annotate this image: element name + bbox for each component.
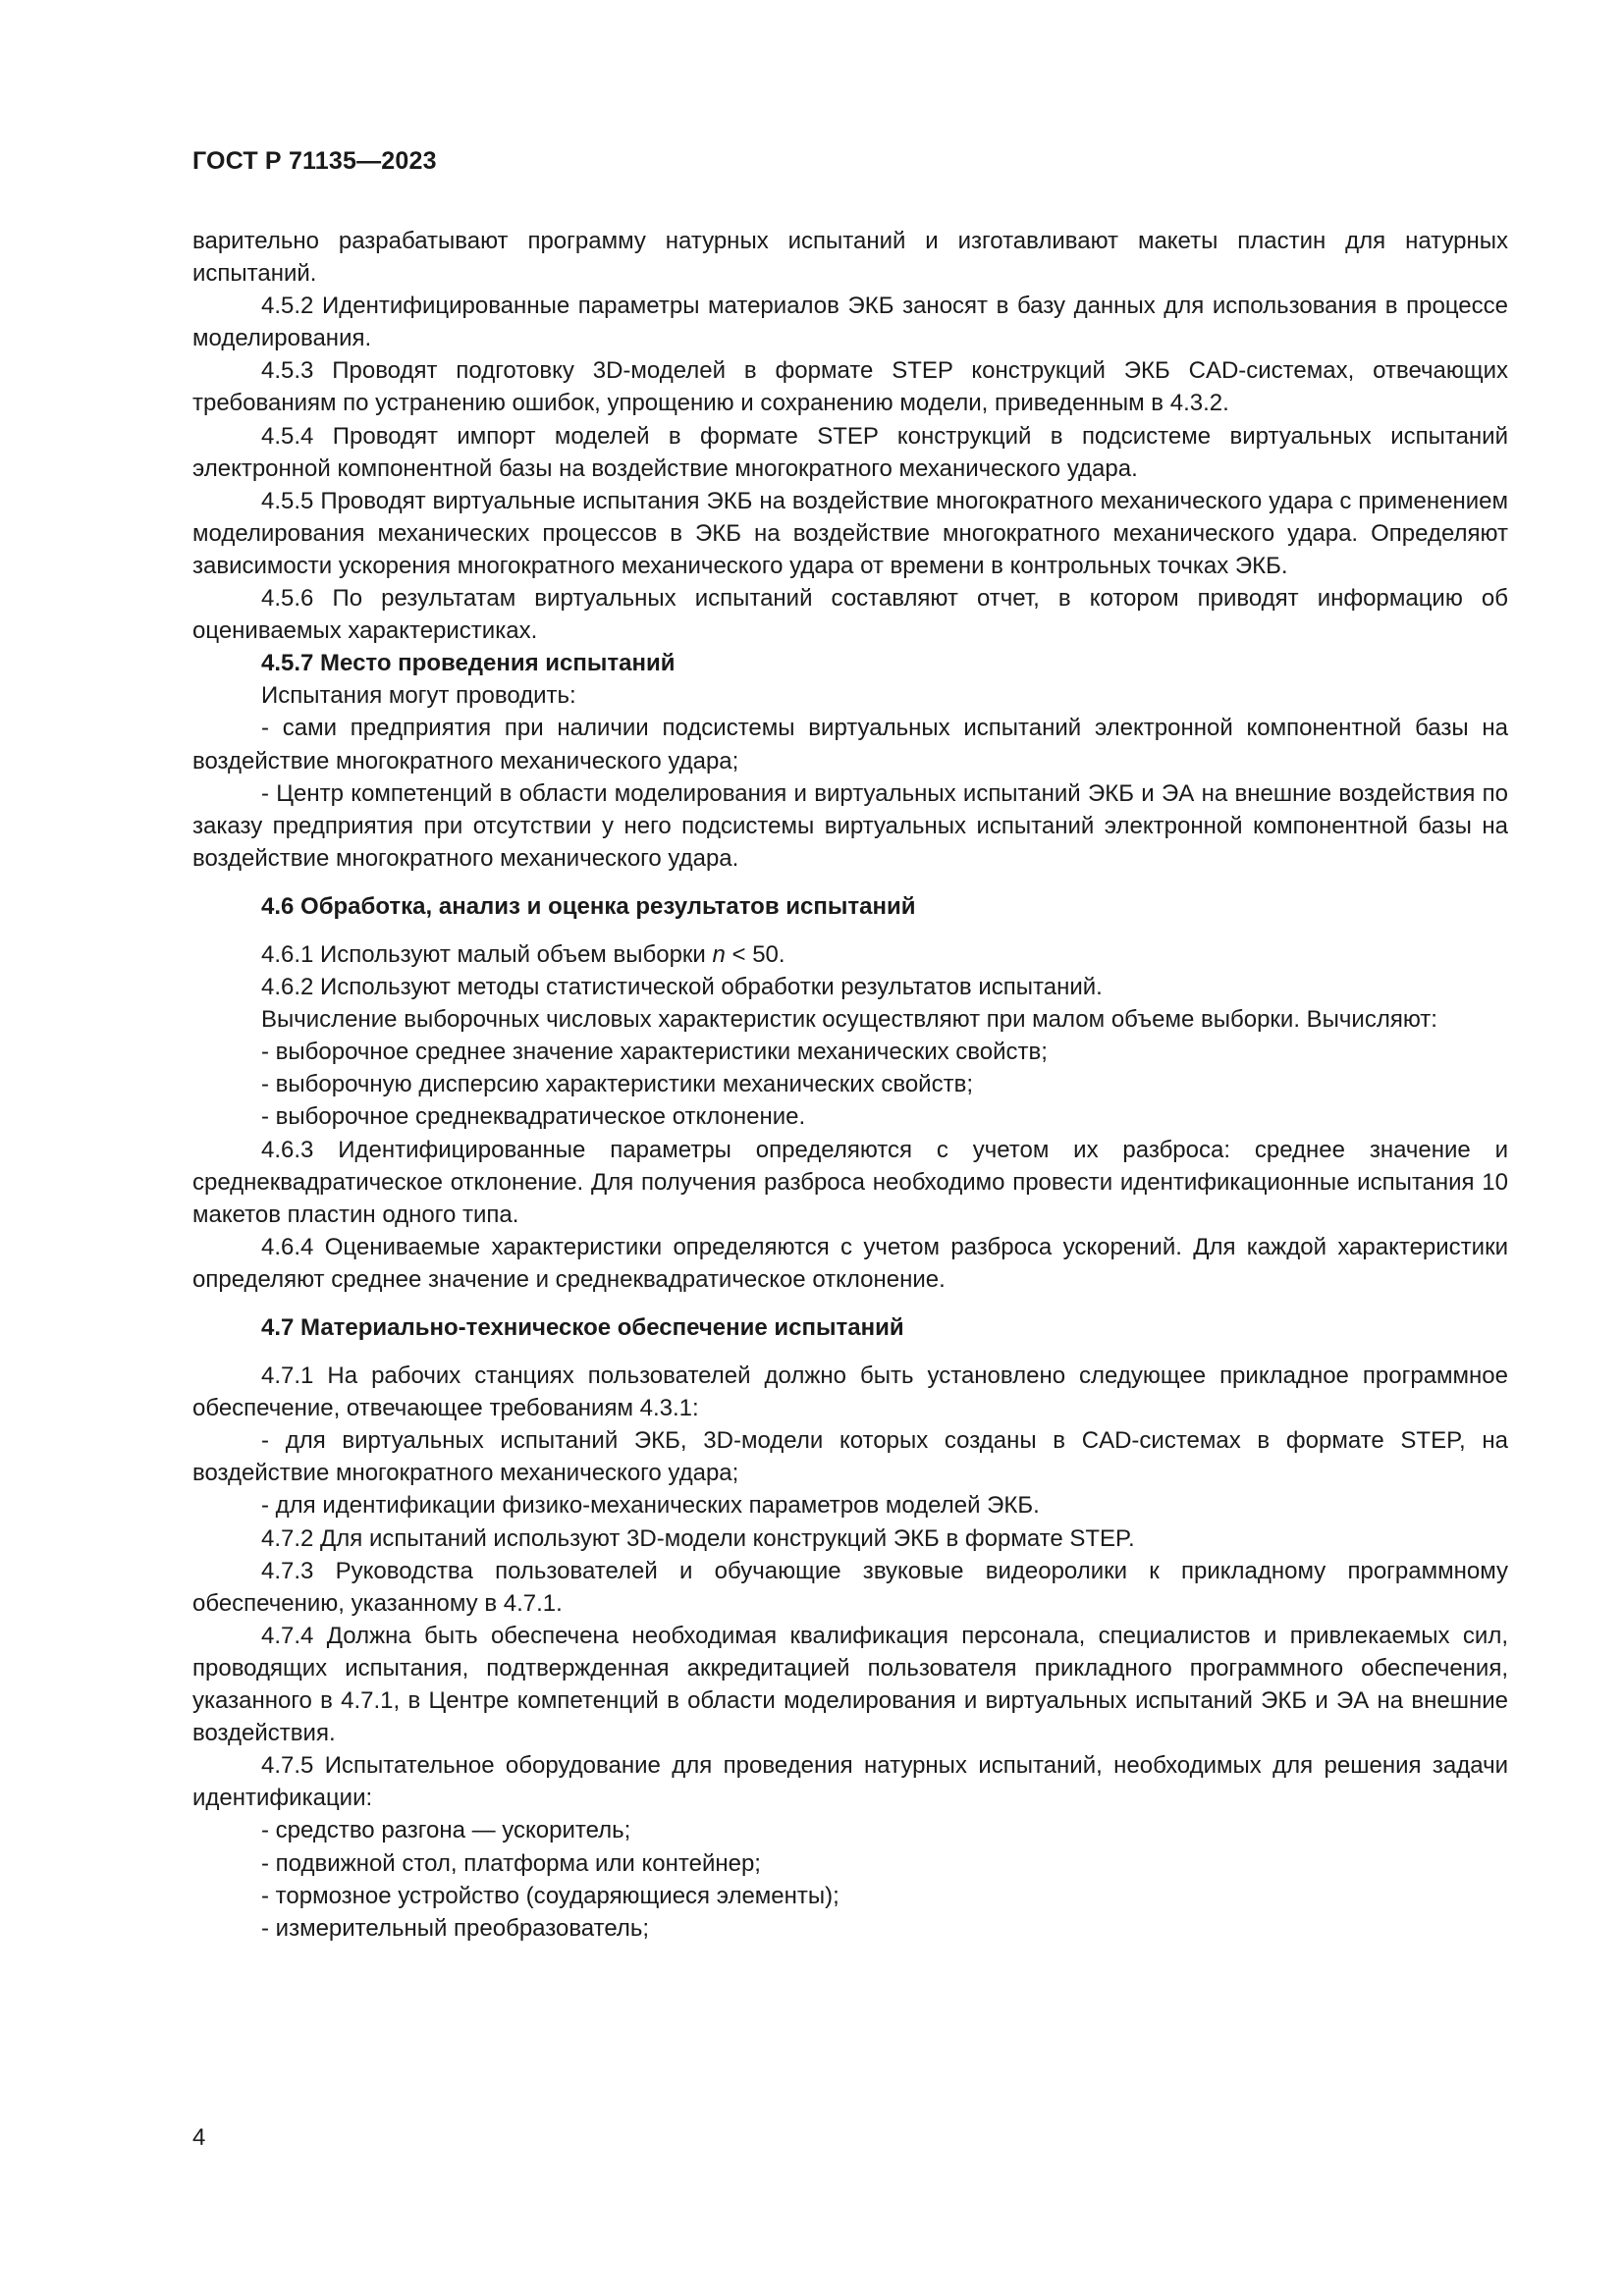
paragraph-continuation: варительно разрабатывают программу натурных испытаний и изготавливают макеты пластин для натурных испытаний. [192, 228, 1508, 288]
list-item: - для идентификации физико-механических параметров моделей ЭКБ. [261, 1492, 1040, 1520]
list-item: - измерительный преобразователь; [261, 1914, 650, 1942]
list-item: - сами предприятия при наличии подсистемы виртуальных испытаний электронной компонентной базы на воздействие многократного механического удара; [192, 715, 1508, 774]
list-item: - средство разгона — ускоритель; [261, 1817, 631, 1844]
clause-4-6-2-intro: Вычисление выборочных числовых характеристик осуществляют при малом объеме выборки. Вычисляют: [261, 1006, 1437, 1034]
clause-4-6-1-condition: < 50. [725, 940, 785, 968]
page-body [192, 225, 1508, 1945]
document-code-header: ГОСТ Р 71135—2023 [192, 147, 437, 175]
list-item: - выборочное среднеквадратическое отклонение. [261, 1103, 806, 1131]
clause-4-7-4: 4.7.4 Должна быть обеспечена необходимая квалификация персонала, специалистов и привлекаемых сил, проводящих испытания, подтвержденная аккредитацией пользователя прикладного программного обеспечения, указанного в 4.7.1, в Центре компетенций в области моделирования и виртуальных испытаний ЭКБ и ЭА на внешние воздействия. [192, 1622, 1508, 1747]
clause-4-5-5: 4.5.5 Проводят виртуальные испытания ЭКБ на воздействие многократного механического удара с применением моделирования механических процессов в ЭКБ на воздействие многократного механического удара. Определяют зависимости ускорения многократного механического удара от времени в контрольных точках ЭКБ. [192, 487, 1508, 579]
clause-4-7-2: 4.7.2 Для испытаний используют 3D-модели конструкций ЭКБ в формате STEP. [261, 1524, 1135, 1552]
clause-4-6-1-text: 4.6.1 Используют малый объем выборки [261, 940, 713, 968]
clause-4-7-1: 4.7.1 На рабочих станциях пользователей должно быть установлено следующее прикладное программное обеспечение, отвечающее требованиям 4.3.1: [192, 1362, 1508, 1422]
clause-4-6-2: 4.6.2 Используют методы статистической обработки результатов испытаний. [261, 974, 1103, 1001]
clause-4-5-2: 4.5.2 Идентифицированные параметры материалов ЭКБ заносят в базу данных для использования в процессе моделирования. [192, 293, 1508, 352]
list-item: - подвижной стол, платформа или контейнер; [261, 1849, 761, 1877]
list-item: - выборочное среднее значение характеристики механических свойств; [261, 1039, 1048, 1066]
clause-4-7-3: 4.7.3 Руководства пользователей и обучающие звуковые видеоролики к прикладному программному обеспечению, указанному в 4.7.1. [192, 1557, 1508, 1617]
list-item: - выборочную дисперсию характеристики механических свойств; [261, 1071, 973, 1098]
clause-4-5-7-intro: Испытания могут проводить: [261, 682, 576, 710]
clause-4-6-1 [192, 938, 1508, 971]
list-item: - тормозное устройство (соударяющиеся элементы); [261, 1882, 839, 1909]
list-item: - для виртуальных испытаний ЭКБ, 3D-модели которых созданы в CAD-системах в формате STEP, на воздействие многократного механического удара; [192, 1427, 1508, 1487]
clause-4-5-3: 4.5.3 Проводят подготовку 3D-моделей в формате STEP конструкций ЭКБ CAD-системах, отвечающих требованиям по устранению ошибок, упрощению и сохранению модели, приведенным в 4.3.2. [192, 357, 1508, 417]
clause-4-5-4: 4.5.4 Проводят импорт моделей в формате STEP конструкций в подсистеме виртуальных испытаний электронной компонентной базы на воздействие многократного механического удара. [192, 422, 1508, 482]
section-4-7-heading: 4.7 Материально-техническое обеспечение испытаний [261, 1314, 904, 1341]
clause-4-6-4: 4.6.4 Оцениваемые характеристики определяются с учетом разброса ускорений. Для каждой характеристики определяют среднее значение и среднеквадратическое отклонение. [192, 1233, 1508, 1293]
sample-size-variable: n [712, 940, 726, 968]
clause-4-5-6: 4.5.6 По результатам виртуальных испытаний составляют отчет, в котором приводят информацию об оцениваемых характеристиках. [192, 585, 1508, 645]
clause-4-6-3: 4.6.3 Идентифицированные параметры определяются с учетом их разброса: среднее значение и среднеквадратическое отклонение. Для получения разброса необходимо провести идентификационные испытания 10 макетов пластин одного типа. [192, 1136, 1508, 1228]
clause-4-5-7-heading: 4.5.7 Место проведения испытаний [261, 650, 676, 677]
section-4-6-heading: 4.6 Обработка, анализ и оценка результатов испытаний [261, 892, 916, 920]
page-number: 4 [192, 2124, 206, 2151]
clause-4-7-5: 4.7.5 Испытательное оборудование для проведения натурных испытаний, необходимых для решения задачи идентификации: [192, 1752, 1508, 1812]
list-item: - Центр компетенций в области моделирования и виртуальных испытаний ЭКБ и ЭА на внешние воздействия по заказу предприятия при отсутствии у него подсистемы виртуальных испытаний электронной компонентной базы на воздействие многократного механического удара. [192, 779, 1508, 872]
